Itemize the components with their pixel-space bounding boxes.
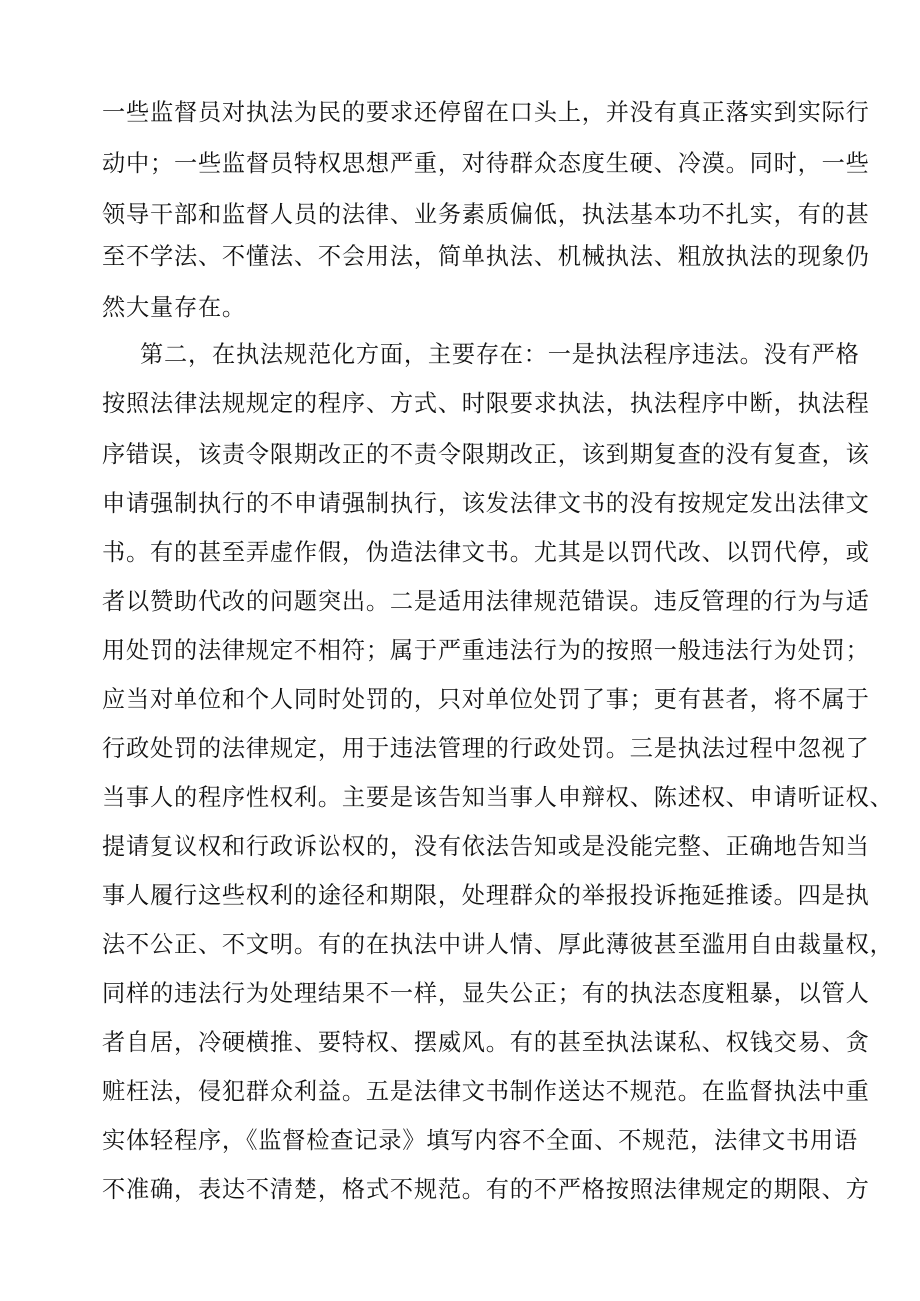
text-line: 当事人的程序性权利。主要是该告知当事人申辩权、陈述权、申请听证权、 [102,784,894,811]
text-line: 事人履行这些权利的途径和期限，处理群众的举报投诉拖延推诿。四是执 [102,882,870,909]
text-line: 法不公正、不文明。有的在执法中讲人情、厚此薄彼甚至滥用自由裁量权， [102,931,894,958]
text-line: 实体轻程序，《监督检查记录》填写内容不全面、不规范，法律文书用语 [102,1127,858,1154]
text-line: 动中；一些监督员特权思想严重，对待群众态度生硬、冷漠。同时，一些 [102,150,870,177]
text-line: 一些监督员对执法为民的要求还停留在口头上，并没有真正落实到实际行 [102,99,870,126]
text-line: 者自居，冷硬横推、要特权、摆威风。有的甚至执法谋私、权钱交易、贪 [102,1029,870,1056]
text-line: 至不学法、不懂法、不会用法，简单执法、机械执法、粗放执法的现象仍 [102,243,870,270]
text-line: 行政处罚的法律规定，用于违法管理的行政处罚。三是执法过程中忽视了 [102,735,870,762]
text-line: 按照法律法规规定的程序、方式、时限要求执法，执法程序中断，执法程 [102,390,870,417]
text-line: 书。有的甚至弄虚作假，伪造法律文书。尤其是以罚代改、以罚代停，或 [102,539,870,566]
text-line: 用处罚的法律规定不相符；属于严重违法行为的按照一般违法行为处罚； [102,637,870,664]
text-line: 者以赞助代改的问题突出。二是适用法律规范错误。违反管理的行为与适 [102,588,870,615]
text-line: 提请复议权和行政诉讼权的，没有依法告知或是没能完整、正确地告知当 [102,833,870,860]
text-line: 第二，在执法规范化方面，主要存在：一是执法程序违法。没有严格 [140,341,860,368]
text-line: 同样的违法行为处理结果不一样，显失公正；有的执法态度粗暴，以管人 [102,980,870,1007]
text-line: 应当对单位和个人同时处罚的，只对单位处罚了事；更有甚者，将不属于 [102,686,870,713]
text-line: 申请强制执行的不申请强制执行，该发法律文书的没有按规定发出法律文 [102,490,870,517]
text-line: 领导干部和监督人员的法律、业务素质偏低，执法基本功不扎实，有的甚 [102,201,870,228]
text-line: 赃枉法，侵犯群众利益。五是法律文书制作送达不规范。在监督执法中重 [102,1078,870,1105]
text-line: 序错误，该责令限期改正的不责令限期改正，该到期复查的没有复查，该 [102,441,870,468]
text-line: 不准确，表达不清楚，格式不规范。有的不严格按照法律规定的期限、方 [102,1176,870,1203]
text-line: 然大量存在。 [102,294,246,321]
